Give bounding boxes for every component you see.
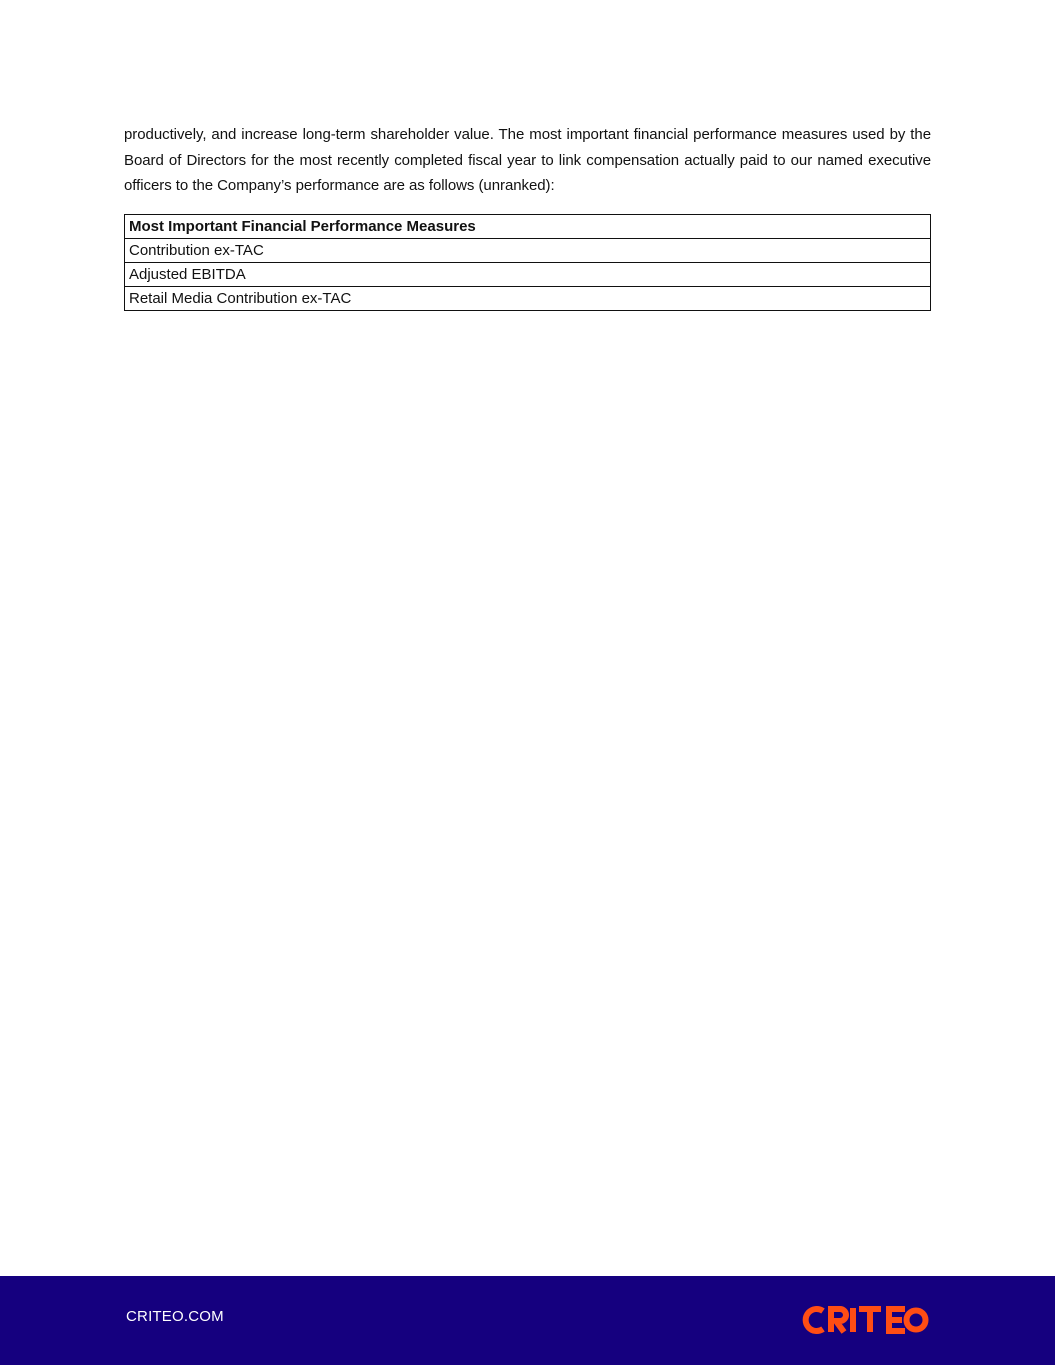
criteo-logo: [800, 1303, 930, 1337]
footer-url-text: CRITEO.COM: [126, 1308, 224, 1325]
body-paragraph: productively, and increase long-term shareholder value. The most important financial performance measures used by the Board of Directors for the most recently completed fiscal year to link compensation actually paid to our named executive officers to the Company’s performance are as follows (unranked):: [124, 126, 931, 194]
table-header-row: [125, 214, 931, 238]
table-cell: Adjusted EBITDA: [125, 262, 931, 286]
table-row: [125, 238, 931, 262]
table-row: [125, 262, 931, 286]
measures-table: [124, 214, 931, 311]
page-footer: [0, 1276, 1055, 1365]
page-content: [124, 122, 931, 311]
table-cell: Contribution ex-TAC: [125, 238, 931, 262]
table-row: [125, 286, 931, 310]
table-header-cell: Most Important Financial Performance Measures: [125, 214, 931, 238]
table-cell: Retail Media Contribution ex-TAC: [125, 286, 931, 310]
